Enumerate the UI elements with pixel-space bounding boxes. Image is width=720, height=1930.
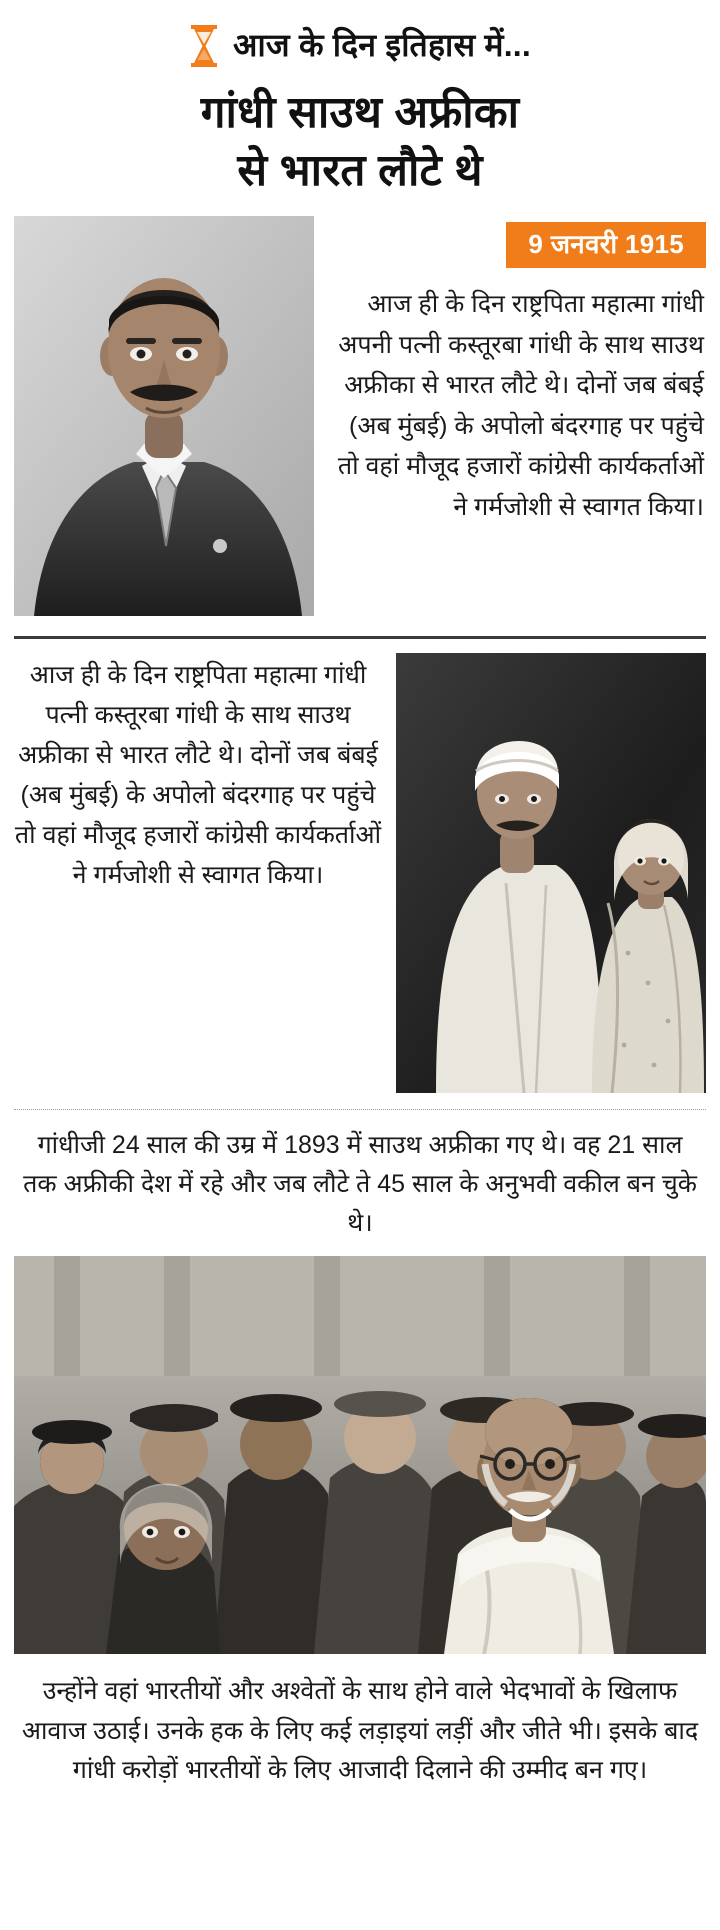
divider-dotted: [14, 1109, 706, 1110]
body-paragraph: आज ही के दिन राष्ट्रपिता महात्मा गांधी पत्नी कस्तूरबा गांधी के साथ साउथ अफ्रीका से भारत लौटे थे। दोनों जब बंबई (अब मुंबई) के अपोलो बंदरगाह पर पहुंचे तो वहां मौजूद हजारों कांग्रेसी कार्यकर्ताओं ने गर्मजोशी से स्वागत किया।: [14, 661, 382, 890]
young-gandhi-portrait: [14, 216, 314, 616]
gandhi-and-kasturba-photo: [396, 653, 706, 1093]
headline-line-1: गांधी साउथ अफ्रीका: [200, 88, 520, 137]
page-title: [14, 78, 706, 216]
gandhi-in-crowd-photo: [14, 1256, 706, 1654]
lead-paragraph: आज ही के दिन राष्ट्रपिता महात्मा गांधी अपनी पत्नी कस्तूरबा गांधी के साथ साउथ अफ्रीका से भारत लौटे थे। दोनों जब बंबई (अब मुंबई) के अपोलो बंदरगाह पर पहुंचे तो वहां मौजूद हजारों कांग्रेसी कार्यकर्ताओं ने गर्मजोशी से स्वागत किया।: [337, 290, 704, 521]
mid-caption: गांधीजी 24 साल की उम्र में 1893 में साउथ अफ्रीका गए थे। वह 21 साल तक अफ्रीकी देश में रहे और जब लौटे ते 45 साल के अनुभवी वकील बन चुके थे।: [23, 1131, 697, 1237]
headline-line-2: से भारत लौटे थे: [237, 146, 483, 196]
hourglass-icon: [189, 24, 219, 68]
status-badge: 9 जनवरी 1915: [506, 222, 706, 268]
bottom-caption: उन्होंने वहां भारतीयों और अश्वेतों के साथ होने वाले भेदभावों के खिलाफ आवाज उठाई। उनके हक के लिए कई लड़ाइयां लड़ीं और जीते भी। इसके बाद गांधी करोड़ों भारतीयों के लिए आजादी दिलाने की उम्मीद बन गए।: [21, 1677, 699, 1785]
body-block: [14, 639, 706, 1093]
kicker-label: आज के दिन इतिहास में...: [233, 27, 531, 64]
lead-block: [14, 216, 706, 626]
kicker-row: [14, 0, 706, 78]
lead-right-column: [314, 216, 706, 527]
